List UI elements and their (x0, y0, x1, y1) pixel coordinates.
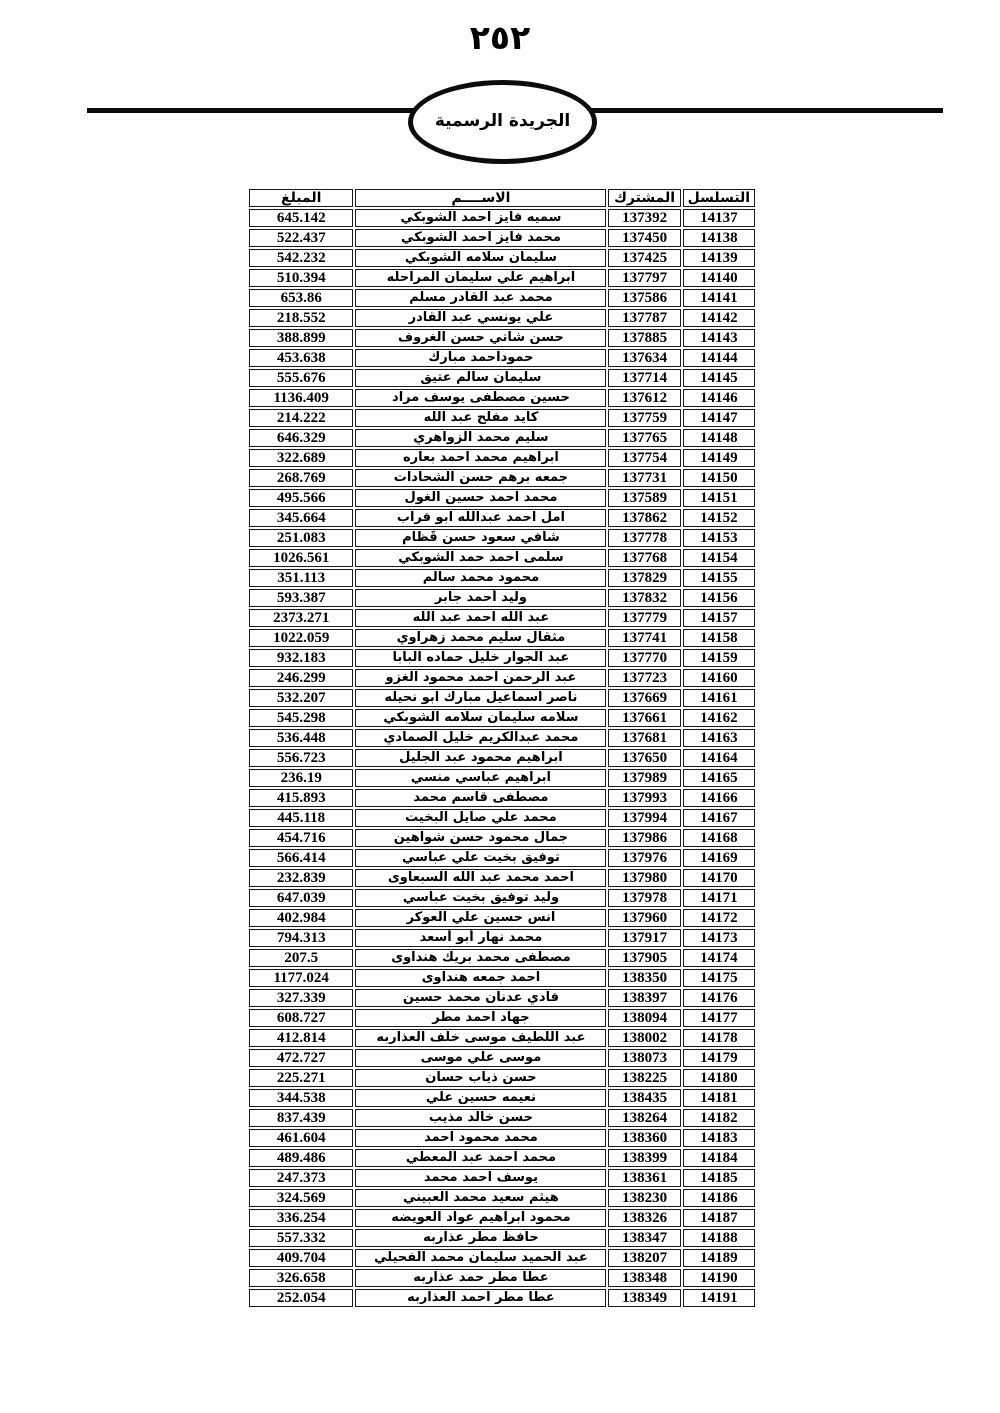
subscriber-cell: 138397 (608, 989, 680, 1007)
amount-cell: 326.658 (249, 1269, 353, 1287)
name-cell: مصطفى قاسم محمد (355, 789, 606, 807)
subscriber-cell: 137885 (608, 329, 680, 347)
serial-cell: 14165 (683, 769, 755, 787)
subscriber-cell: 138349 (608, 1289, 680, 1307)
subscriber-cell: 137960 (608, 909, 680, 927)
name-cell: وليد توفيق بخيت عباسي (355, 889, 606, 907)
amount-cell: 409.704 (249, 1249, 353, 1267)
name-cell: سليمان سالم عتيق (355, 369, 606, 387)
name-cell: توفيق بخيت علي عباسي (355, 849, 606, 867)
serial-cell: 14161 (683, 689, 755, 707)
page-number: ٢٥٢ (469, 18, 531, 57)
serial-cell: 14179 (683, 1049, 755, 1067)
subscriber-cell: 137392 (608, 209, 680, 227)
serial-cell: 14167 (683, 809, 755, 827)
name-cell: عبد اللطيف موسى خلف العذاربه (355, 1029, 606, 1047)
amount-cell: 794.313 (249, 929, 353, 947)
name-cell: عطا مطر احمد العذاربه (355, 1289, 606, 1307)
amount-cell: 232.839 (249, 869, 353, 887)
amount-cell: 645.142 (249, 209, 353, 227)
name-cell: عبد الجوار خليل حماده البابا (355, 649, 606, 667)
amount-cell: 412.814 (249, 1029, 353, 1047)
amount-cell: 402.984 (249, 909, 353, 927)
name-cell: حسين مصطفى يوسف مراد (355, 389, 606, 407)
header-amount: المبلغ (249, 189, 353, 207)
subscriber-cell: 138230 (608, 1189, 680, 1207)
name-cell: كايد مفلح عبد الله (355, 409, 606, 427)
table-row (249, 1069, 755, 1087)
amount-cell: 932.183 (249, 649, 353, 667)
name-cell: احمد محمد عبد الله السبعاوى (355, 869, 606, 887)
subscriber-cell: 137779 (608, 609, 680, 627)
subscriber-cell: 137980 (608, 869, 680, 887)
table-row (249, 529, 755, 547)
serial-cell: 14148 (683, 429, 755, 447)
serial-cell: 14151 (683, 489, 755, 507)
subscriber-cell: 137650 (608, 749, 680, 767)
amount-cell: 557.332 (249, 1229, 353, 1247)
serial-cell: 14157 (683, 609, 755, 627)
amount-cell: 218.552 (249, 309, 353, 327)
name-cell: شافي سعود حسن قَظام (355, 529, 606, 547)
serial-cell: 14138 (683, 229, 755, 247)
name-cell: محمد عبدالكريم خليل الصمادي (355, 729, 606, 747)
subscriber-cell: 138361 (608, 1169, 680, 1187)
amount-cell: 489.486 (249, 1149, 353, 1167)
amount-cell: 647.039 (249, 889, 353, 907)
name-cell: فادي عدنان محمد حسين (355, 989, 606, 1007)
amount-cell: 1022.059 (249, 629, 353, 647)
serial-cell: 14162 (683, 709, 755, 727)
serial-cell: 14139 (683, 249, 755, 267)
table-row (249, 609, 755, 627)
serial-cell: 14155 (683, 569, 755, 587)
amount-cell: 327.339 (249, 989, 353, 1007)
subscriber-cell: 137778 (608, 529, 680, 547)
table-row (249, 909, 755, 927)
table-row (249, 769, 755, 787)
amount-cell: 388.899 (249, 329, 353, 347)
header-subscriber: المشترك (608, 189, 680, 207)
table-row (249, 1149, 755, 1167)
serial-cell: 14170 (683, 869, 755, 887)
serial-cell: 14173 (683, 929, 755, 947)
name-cell: ابراهيم عباسي منسي (355, 769, 606, 787)
amount-cell: 207.5 (249, 949, 353, 967)
amount-cell: 542.232 (249, 249, 353, 267)
amount-cell: 322.689 (249, 449, 353, 467)
table-row (249, 429, 755, 447)
serial-cell: 14143 (683, 329, 755, 347)
subscriber-cell: 138348 (608, 1269, 680, 1287)
subscriber-cell: 138073 (608, 1049, 680, 1067)
name-cell: وليد أحمد جابر (355, 589, 606, 607)
table-row (249, 669, 755, 687)
table-row (249, 209, 755, 227)
name-cell: عبد الرحمن احمد محمود الغزو (355, 669, 606, 687)
serial-cell: 14185 (683, 1169, 755, 1187)
serial-cell: 14160 (683, 669, 755, 687)
name-cell: حسن ذياب حسان (355, 1069, 606, 1087)
serial-cell: 14149 (683, 449, 755, 467)
table-row (249, 1209, 755, 1227)
name-cell: ابراهيم محمود عبد الجليل (355, 749, 606, 767)
name-cell: جمعه برهم حسن الشحادات (355, 469, 606, 487)
name-cell: محمد احمد حسين الغول (355, 489, 606, 507)
serial-cell: 14140 (683, 269, 755, 287)
serial-cell: 14183 (683, 1129, 755, 1147)
subscriber-cell: 137986 (608, 829, 680, 847)
table-row (249, 889, 755, 907)
serial-cell: 14153 (683, 529, 755, 547)
name-cell: محمد احمد عبد المعطي (355, 1149, 606, 1167)
serial-cell: 14159 (683, 649, 755, 667)
subscriber-cell: 137425 (608, 249, 680, 267)
table-row (249, 589, 755, 607)
subscriber-cell: 137976 (608, 849, 680, 867)
subscriber-cell: 138094 (608, 1009, 680, 1027)
amount-cell: 247.373 (249, 1169, 353, 1187)
subscriber-cell: 137634 (608, 349, 680, 367)
name-cell: حافظ مطر عذاربه (355, 1229, 606, 1247)
subscriber-cell: 137741 (608, 629, 680, 647)
amount-cell: 653.86 (249, 289, 353, 307)
name-cell: هيثم سعيد محمد العبيني (355, 1189, 606, 1207)
name-cell: جهاد احمد مطر (355, 1009, 606, 1027)
subscriber-cell: 137589 (608, 489, 680, 507)
name-cell: سلمى احمد حمد الشوبكي (355, 549, 606, 567)
subscriber-cell: 138002 (608, 1029, 680, 1047)
amount-cell: 1136.409 (249, 389, 353, 407)
table-row (249, 329, 755, 347)
amount-cell: 472.727 (249, 1049, 353, 1067)
table-row (249, 369, 755, 387)
amount-cell: 236.19 (249, 769, 353, 787)
amount-cell: 344.538 (249, 1089, 353, 1107)
subscriber-cell: 137731 (608, 469, 680, 487)
serial-cell: 14174 (683, 949, 755, 967)
serial-cell: 14171 (683, 889, 755, 907)
name-cell: سليمان سلامه الشوبكي (355, 249, 606, 267)
subscriber-cell: 138360 (608, 1129, 680, 1147)
name-cell: علي يونسي عبد القادر (355, 309, 606, 327)
serial-cell: 14154 (683, 549, 755, 567)
amount-cell: 536.448 (249, 729, 353, 747)
table-row (249, 249, 755, 267)
amount-cell: 445.118 (249, 809, 353, 827)
name-cell: محمد عبد القادر مسلم (355, 289, 606, 307)
subscriber-cell: 137797 (608, 269, 680, 287)
serial-cell: 14158 (683, 629, 755, 647)
table-row (249, 1009, 755, 1027)
table-row (249, 449, 755, 467)
table-row (249, 309, 755, 327)
name-cell: احمد جمعه هنداوى (355, 969, 606, 987)
name-cell: سليم محمد الزواهري (355, 429, 606, 447)
table-row (249, 1049, 755, 1067)
name-cell: مثقال سليم محمد زهراوي (355, 629, 606, 647)
gazette-banner (0, 0, 1000, 180)
serial-cell: 14152 (683, 509, 755, 527)
subscriber-cell: 138435 (608, 1089, 680, 1107)
subscriber-cell: 137829 (608, 569, 680, 587)
subscriber-cell: 137612 (608, 389, 680, 407)
name-cell: موسى علي موسى (355, 1049, 606, 1067)
name-cell: محمد علي صايل البخيت (355, 809, 606, 827)
amount-cell: 545.298 (249, 709, 353, 727)
table-row (249, 349, 755, 367)
name-cell: محمود ابراهيم عواد العويضه (355, 1209, 606, 1227)
serial-cell: 14190 (683, 1269, 755, 1287)
amount-cell: 837.439 (249, 1109, 353, 1127)
table-row (249, 709, 755, 727)
name-cell: عبد الحميد سليمان محمد الفحيلي (355, 1249, 606, 1267)
table-row (249, 629, 755, 647)
subscriber-cell: 137723 (608, 669, 680, 687)
subscriber-cell: 137586 (608, 289, 680, 307)
amount-cell: 646.329 (249, 429, 353, 447)
amount-cell: 510.394 (249, 269, 353, 287)
name-cell: محمد محمود احمد (355, 1129, 606, 1147)
subscriber-cell: 137768 (608, 549, 680, 567)
name-cell: حسن خالد مذيب (355, 1109, 606, 1127)
amount-cell: 556.723 (249, 749, 353, 767)
serial-cell: 14177 (683, 1009, 755, 1027)
banner-ellipse (408, 80, 597, 164)
name-cell: ابراهيم علي سليمان المراحله (355, 269, 606, 287)
amount-cell: 214.222 (249, 409, 353, 427)
amount-cell: 454.716 (249, 829, 353, 847)
subscriber-cell: 137759 (608, 409, 680, 427)
serial-cell: 14169 (683, 849, 755, 867)
serial-cell: 14144 (683, 349, 755, 367)
table-row (249, 1229, 755, 1247)
name-cell: محمد فايز احمد الشوبكي (355, 229, 606, 247)
serial-cell: 14187 (683, 1209, 755, 1227)
amount-cell: 252.054 (249, 1289, 353, 1307)
subscriber-cell: 137765 (608, 429, 680, 447)
name-cell: امل احمد عبدالله ابو فراب (355, 509, 606, 527)
table-row (249, 789, 755, 807)
subscriber-cell: 137994 (608, 809, 680, 827)
serial-cell: 14166 (683, 789, 755, 807)
subscriber-cell: 138399 (608, 1149, 680, 1167)
serial-cell: 14146 (683, 389, 755, 407)
amount-cell: 268.769 (249, 469, 353, 487)
subscriber-cell: 138326 (608, 1209, 680, 1227)
beneficiaries-table (247, 187, 757, 1309)
table-row (249, 1269, 755, 1287)
table-header (249, 189, 755, 207)
table-row (249, 509, 755, 527)
serial-cell: 14186 (683, 1189, 755, 1207)
subscriber-cell: 137862 (608, 509, 680, 527)
amount-cell: 522.437 (249, 229, 353, 247)
serial-cell: 14184 (683, 1149, 755, 1167)
name-cell: حسن شاتي حسن الغروف (355, 329, 606, 347)
table-row (249, 649, 755, 667)
table-row (249, 269, 755, 287)
table-row (249, 749, 755, 767)
subscriber-cell: 138264 (608, 1109, 680, 1127)
table-row (249, 1289, 755, 1307)
subscriber-cell: 137770 (608, 649, 680, 667)
amount-cell: 608.727 (249, 1009, 353, 1027)
name-cell: مصطفى محمد بريك هنداوى (355, 949, 606, 967)
subscriber-cell: 137681 (608, 729, 680, 747)
subscriber-cell: 138350 (608, 969, 680, 987)
table-row (249, 729, 755, 747)
amount-cell: 415.893 (249, 789, 353, 807)
table-row (249, 829, 755, 847)
table-row (249, 489, 755, 507)
gazette-title: الجريدة الرسمية (434, 111, 571, 131)
name-cell: ابراهيم محمد احمد بعاره (355, 449, 606, 467)
name-cell: حموداحمد مبارك (355, 349, 606, 367)
amount-cell: 461.604 (249, 1129, 353, 1147)
subscriber-cell: 138207 (608, 1249, 680, 1267)
serial-cell: 14145 (683, 369, 755, 387)
name-cell: جمال محمود حسن شواهين (355, 829, 606, 847)
header-serial: التسلسل (683, 189, 755, 207)
amount-cell: 336.254 (249, 1209, 353, 1227)
subscriber-cell: 137905 (608, 949, 680, 967)
name-cell: عبد الله احمد عبد الله (355, 609, 606, 627)
serial-cell: 14191 (683, 1289, 755, 1307)
amount-cell: 566.414 (249, 849, 353, 867)
serial-cell: 14164 (683, 749, 755, 767)
table-row (249, 1249, 755, 1267)
table-row (249, 809, 755, 827)
amount-cell: 453.638 (249, 349, 353, 367)
name-cell: ناصر اسماعيل مبارك ابو نحيله (355, 689, 606, 707)
table-row (249, 1109, 755, 1127)
name-cell: يوسف احمد محمد (355, 1169, 606, 1187)
subscriber-cell: 137787 (608, 309, 680, 327)
name-cell: محمد نهار أبو أسعد (355, 929, 606, 947)
serial-cell: 14178 (683, 1029, 755, 1047)
amount-cell: 555.676 (249, 369, 353, 387)
serial-cell: 14147 (683, 409, 755, 427)
table-row (249, 569, 755, 587)
serial-cell: 14168 (683, 829, 755, 847)
table-row (249, 389, 755, 407)
table-row (249, 469, 755, 487)
serial-cell: 14150 (683, 469, 755, 487)
serial-cell: 14180 (683, 1069, 755, 1087)
table-row (249, 1169, 755, 1187)
subscriber-cell: 138347 (608, 1229, 680, 1247)
table-row (249, 989, 755, 1007)
table-row (249, 689, 755, 707)
table-row (249, 1189, 755, 1207)
serial-cell: 14176 (683, 989, 755, 1007)
serial-cell: 14163 (683, 729, 755, 747)
amount-cell: 495.566 (249, 489, 353, 507)
name-cell: عطا مطر حمد عذاربه (355, 1269, 606, 1287)
table-body (249, 209, 755, 1307)
subscriber-cell: 137832 (608, 589, 680, 607)
table-row (249, 849, 755, 867)
name-cell: محمود محمد سالم (355, 569, 606, 587)
subscriber-cell: 137978 (608, 889, 680, 907)
amount-cell: 225.271 (249, 1069, 353, 1087)
amount-cell: 351.113 (249, 569, 353, 587)
name-cell: نعيمه حسين علي (355, 1089, 606, 1107)
name-cell: انس حسين علي العوكر (355, 909, 606, 927)
table-row (249, 929, 755, 947)
amount-cell: 1177.024 (249, 969, 353, 987)
table-row (249, 1129, 755, 1147)
table-row (249, 869, 755, 887)
serial-cell: 14156 (683, 589, 755, 607)
amount-cell: 1026.561 (249, 549, 353, 567)
table-row (249, 549, 755, 567)
amount-cell: 246.299 (249, 669, 353, 687)
subscriber-cell: 137450 (608, 229, 680, 247)
serial-cell: 14141 (683, 289, 755, 307)
serial-cell: 14189 (683, 1249, 755, 1267)
name-cell: سميه فايز احمد الشوبكي (355, 209, 606, 227)
subscriber-cell: 137993 (608, 789, 680, 807)
header-name: الاســــم (355, 189, 606, 207)
amount-cell: 324.569 (249, 1189, 353, 1207)
subscriber-cell: 137661 (608, 709, 680, 727)
subscriber-cell: 137669 (608, 689, 680, 707)
table-row (249, 969, 755, 987)
amount-cell: 2373.271 (249, 609, 353, 627)
serial-cell: 14175 (683, 969, 755, 987)
table-row (249, 1089, 755, 1107)
table-row (249, 409, 755, 427)
name-cell: سلامه سليمان سلامه الشوبكي (355, 709, 606, 727)
table-header-row (249, 189, 755, 207)
serial-cell: 14142 (683, 309, 755, 327)
amount-cell: 532.207 (249, 689, 353, 707)
subscriber-cell: 137754 (608, 449, 680, 467)
serial-cell: 14172 (683, 909, 755, 927)
serial-cell: 14137 (683, 209, 755, 227)
table-row (249, 1029, 755, 1047)
subscriber-cell: 138225 (608, 1069, 680, 1087)
subscriber-cell: 137917 (608, 929, 680, 947)
serial-cell: 14188 (683, 1229, 755, 1247)
table-row (249, 289, 755, 307)
subscriber-cell: 137714 (608, 369, 680, 387)
amount-cell: 251.083 (249, 529, 353, 547)
amount-cell: 345.664 (249, 509, 353, 527)
serial-cell: 14181 (683, 1089, 755, 1107)
subscriber-cell: 137989 (608, 769, 680, 787)
amount-cell: 593.387 (249, 589, 353, 607)
table-row (249, 949, 755, 967)
table-row (249, 229, 755, 247)
serial-cell: 14182 (683, 1109, 755, 1127)
